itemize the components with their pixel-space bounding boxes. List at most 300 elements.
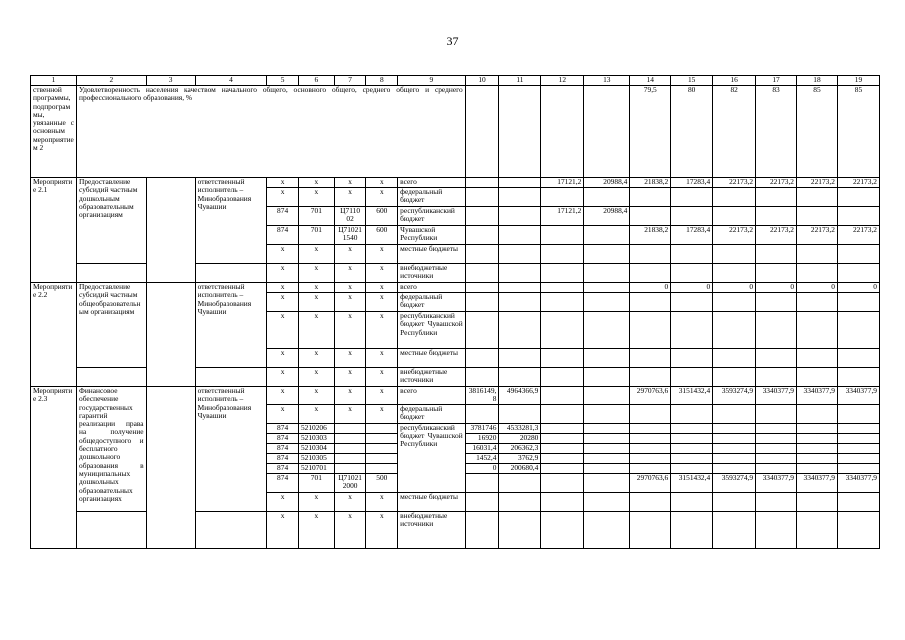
header-col-18: 18	[797, 76, 838, 86]
cell-col-5: х	[267, 312, 299, 349]
cell-col-7: х	[334, 245, 366, 264]
indicator-label: ственной программы, подпрограммы, увязанные с основным мероприятием 2	[31, 86, 77, 178]
cell-col-17	[756, 207, 797, 226]
cell-col-14	[630, 453, 671, 463]
cell-col-5: х	[267, 264, 299, 283]
cell-col-14	[630, 368, 671, 387]
cell-col-18	[797, 433, 838, 443]
funding-source: республиканский бюджет Чувашской Республики	[398, 312, 466, 349]
cell-col-13	[584, 443, 630, 453]
cell-col-16	[713, 511, 756, 548]
cell-col-12	[541, 226, 584, 245]
cell-col-13	[584, 264, 630, 283]
cell-col-11	[499, 492, 541, 511]
cell-col-14: 2970763,6	[630, 387, 671, 405]
cell-col-19	[837, 349, 879, 368]
cell-col-11	[499, 349, 541, 368]
cell-col-13	[584, 188, 630, 207]
funding-source: местные бюджеты	[398, 492, 466, 511]
cell-col-5: 874	[267, 423, 299, 433]
cell-col-10	[465, 283, 499, 293]
cell-col-8	[366, 463, 398, 473]
cell-col-7: х	[334, 283, 366, 293]
cell-col-14	[630, 492, 671, 511]
header-col-15: 15	[671, 76, 713, 86]
cell-col-12	[541, 368, 584, 387]
cell-col-16	[713, 207, 756, 226]
indicator-value-19: 85	[837, 86, 879, 178]
cell-col-8: 500	[366, 473, 398, 492]
cell-col-8: х	[366, 511, 398, 548]
cell-col-13	[584, 86, 630, 178]
cell-col-7: х	[334, 368, 366, 387]
cell-col-19: 3340377,9	[837, 387, 879, 405]
cell-col-17	[756, 463, 797, 473]
cell-col-7: х	[334, 293, 366, 312]
cell-col-17	[756, 443, 797, 453]
cell-col-19	[837, 368, 879, 387]
cell-col-19	[837, 404, 879, 423]
cell-col-5: х	[267, 178, 299, 188]
cell-col-10	[465, 264, 499, 283]
cell-col-6: х	[298, 264, 334, 283]
cell-col-5: х	[267, 368, 299, 387]
cell-col-10: 16031,4	[465, 443, 499, 453]
cell-col-13	[584, 404, 630, 423]
cell-col-16: 22173,2	[713, 226, 756, 245]
cell-col-10	[465, 368, 499, 387]
cell-col-12	[541, 312, 584, 349]
funding-source: республиканский бюджет Чувашской Республики	[398, 423, 466, 492]
cell-col-6: 701	[298, 226, 334, 245]
header-col-17: 17	[756, 76, 797, 86]
cell-col-7: х	[334, 492, 366, 511]
cell-col-8: 600	[366, 226, 398, 245]
cell-col-14: 0	[630, 283, 671, 293]
cell-col-12	[541, 473, 584, 492]
cell-col-17: 0	[756, 283, 797, 293]
cell-col-16	[713, 264, 756, 283]
cell-col-8	[366, 433, 398, 443]
cell-col-11	[499, 473, 541, 492]
cell-col-12	[541, 511, 584, 548]
measure-title: Финансовое обеспечение государственных гарантий реализации права на получение общедоступного и бесплатного дошкольного образования в муниципальных дошкольных образовательных организациях	[77, 387, 147, 512]
funding-source: местные бюджеты	[398, 349, 466, 368]
cell-col-7	[334, 453, 366, 463]
cell-col-11	[499, 188, 541, 207]
header-col-4: 4	[195, 76, 267, 86]
cell-col-7	[334, 463, 366, 473]
cell-col-12	[541, 463, 584, 473]
cell-col-13	[584, 293, 630, 312]
cell-col-10	[465, 349, 499, 368]
cell-col-13	[584, 423, 630, 433]
cell-col-16	[713, 453, 756, 463]
cell-col-12	[541, 443, 584, 453]
cell-col-17	[756, 245, 797, 264]
cell-col-7	[334, 433, 366, 443]
header-col-10: 10	[465, 76, 499, 86]
funding-source: внебюджетные источники	[398, 264, 466, 283]
cell-col-12	[541, 492, 584, 511]
cell-col-18	[797, 312, 838, 349]
cell-col-7: Ц7110 02	[334, 207, 366, 226]
cell-col-10	[465, 226, 499, 245]
cell-col-5: х	[267, 349, 299, 368]
cell-col-10	[465, 293, 499, 312]
cell-col-14	[630, 245, 671, 264]
cell-col-16	[713, 492, 756, 511]
cell-col-16	[713, 293, 756, 312]
cell-col-16	[713, 443, 756, 453]
cell-col-19	[837, 463, 879, 473]
cell-col-7: х	[334, 312, 366, 349]
cell-col-11: 20280	[499, 433, 541, 443]
cell-col-12	[541, 349, 584, 368]
page-number: 37	[446, 34, 459, 48]
cell-col-18	[797, 423, 838, 433]
cell-col-16	[713, 404, 756, 423]
cell-col-6: х	[298, 387, 334, 405]
cell-col-14: 21838,2	[630, 226, 671, 245]
cell-col-15	[671, 453, 713, 463]
cell-col-17	[756, 312, 797, 349]
measure-executor: ответственный исполнитель – Минобразования Чувашии	[195, 178, 267, 264]
cell-col-5: х	[267, 511, 299, 548]
header-col-2: 2	[77, 76, 147, 86]
cell-col-15	[671, 207, 713, 226]
cell-col-11	[499, 312, 541, 349]
cell-col-15: 0	[671, 283, 713, 293]
header-col-16: 16	[713, 76, 756, 86]
cell-col-19	[837, 245, 879, 264]
indicator-value-17: 83	[756, 86, 797, 178]
cell-col-10: 0	[465, 463, 499, 473]
cell-col-5: х	[267, 492, 299, 511]
cell-col-12	[541, 188, 584, 207]
cell-col-19	[837, 264, 879, 283]
cell-col-6: х	[298, 293, 334, 312]
cell-col-8: х	[366, 293, 398, 312]
cell-col-10	[465, 188, 499, 207]
cell-col-15	[671, 349, 713, 368]
cell-col-11	[499, 226, 541, 245]
cell-col-19	[837, 188, 879, 207]
cell-col-5: х	[267, 245, 299, 264]
cell-col-15	[671, 264, 713, 283]
cell-col-14	[630, 188, 671, 207]
cell-col-7: х	[334, 387, 366, 405]
cell-col-11	[499, 368, 541, 387]
cell-col-11	[499, 404, 541, 423]
header-col-7: 7	[334, 76, 366, 86]
header-col-13: 13	[584, 76, 630, 86]
indicator-row	[31, 86, 880, 178]
cell-col-11	[499, 86, 541, 178]
cell-col-19	[837, 207, 879, 226]
cell-col-5: х	[267, 387, 299, 405]
cell-col-18	[797, 368, 838, 387]
cell-col-5: 874	[267, 226, 299, 245]
cell-col-19: 22173,2	[837, 178, 879, 188]
cell-col-8: 600	[366, 207, 398, 226]
cell-col-6: 701	[298, 473, 334, 492]
header-col-11: 11	[499, 76, 541, 86]
cell-col-14	[630, 463, 671, 473]
cell-col-13	[584, 473, 630, 492]
cell-col-13	[584, 283, 630, 293]
cell-col-18	[797, 188, 838, 207]
cell-col-7	[334, 443, 366, 453]
measure-name: Мероприятие 2.3	[31, 387, 77, 549]
cell-col-18: 22173,2	[797, 178, 838, 188]
cell-col-18	[797, 349, 838, 368]
funding-source: всего	[398, 387, 466, 405]
cell-col-16	[713, 349, 756, 368]
cell-col-5: 874	[267, 473, 299, 492]
cell-col-10: 16920	[465, 433, 499, 443]
cell-col-13: 20988,4	[584, 207, 630, 226]
cell-col-11	[499, 264, 541, 283]
cell-col-6: 5210206	[298, 423, 334, 433]
cell-col-13	[584, 226, 630, 245]
cell-col-16	[713, 312, 756, 349]
cell-col-6: х	[298, 404, 334, 423]
cell-col-16: 0	[713, 283, 756, 293]
cell-col-18	[797, 511, 838, 548]
cell-col-17	[756, 368, 797, 387]
cell-col-6: х	[298, 368, 334, 387]
cell-col-12	[541, 86, 584, 178]
cell-col-13	[584, 463, 630, 473]
cell-col-13	[584, 433, 630, 443]
cell-col-15	[671, 312, 713, 349]
cell-col-17	[756, 433, 797, 443]
cell-col-13	[584, 453, 630, 463]
cell-col-6: х	[298, 312, 334, 349]
cell-col-14	[630, 207, 671, 226]
m22-row	[31, 283, 880, 293]
cell-col-10: 3781746	[465, 423, 499, 433]
cell-col-13	[584, 492, 630, 511]
cell-col-19	[837, 492, 879, 511]
cell-col-15: 17283,4	[671, 226, 713, 245]
cell-col-13	[584, 245, 630, 264]
header-col-6: 6	[298, 76, 334, 86]
cell-col-7: Ц71021 2000	[334, 473, 366, 492]
cell-col-17	[756, 349, 797, 368]
cell-col-19	[837, 423, 879, 433]
cell-col-16: 22173,2	[713, 178, 756, 188]
cell-col-10	[465, 404, 499, 423]
cell-col-10: 1452,4	[465, 453, 499, 463]
empty-col-4	[195, 264, 267, 283]
funding-source: местные бюджеты	[398, 245, 466, 264]
cell-col-8: х	[366, 283, 398, 293]
cell-col-8	[366, 423, 398, 433]
cell-col-12	[541, 423, 584, 433]
empty-col-2	[77, 264, 147, 283]
measure-name: Мероприятие 2.2	[31, 283, 77, 387]
cell-col-6: х	[298, 511, 334, 548]
cell-col-13	[584, 511, 630, 548]
header-col-14: 14	[630, 76, 671, 86]
cell-col-13: 20988,4	[584, 178, 630, 188]
cell-col-12	[541, 283, 584, 293]
cell-col-19	[837, 293, 879, 312]
cell-col-18	[797, 264, 838, 283]
cell-col-14	[630, 511, 671, 548]
measure-title: Предоставление субсидий частным общеобразовательным организациям	[77, 283, 147, 368]
cell-col-10	[465, 492, 499, 511]
cell-col-18	[797, 245, 838, 264]
cell-col-14	[630, 404, 671, 423]
cell-col-8: х	[366, 368, 398, 387]
indicator-text: Удовлетворенность населения качеством начального общего, основного общего, среднего общего и среднего профессионального образования, %	[77, 86, 466, 178]
cell-col-15	[671, 293, 713, 312]
cell-col-6: 5210303	[298, 433, 334, 443]
measure-executor: ответственный исполнитель – Минобразования Чувашии	[195, 283, 267, 368]
cell-col-12: 17121,2	[541, 207, 584, 226]
cell-col-13	[584, 349, 630, 368]
measure-name: Мероприятие 2.1	[31, 178, 77, 283]
cell-col-15	[671, 443, 713, 453]
empty-col-3	[146, 283, 195, 387]
cell-col-11: 4964366,9	[499, 387, 541, 405]
cell-col-5: 874	[267, 207, 299, 226]
cell-col-19	[837, 453, 879, 463]
cell-col-15	[671, 492, 713, 511]
measure-title: Предоставление субсидий частным дошкольным образовательным организациям	[77, 178, 147, 264]
cell-col-15: 3151432,4	[671, 387, 713, 405]
cell-col-7: х	[334, 264, 366, 283]
header-col-19: 19	[837, 76, 879, 86]
header-col-8: 8	[366, 76, 398, 86]
cell-col-18	[797, 453, 838, 463]
cell-col-11: 4533281,3	[499, 423, 541, 433]
cell-col-19	[837, 433, 879, 443]
cell-col-16	[713, 463, 756, 473]
empty-col-3	[146, 178, 195, 283]
cell-col-18	[797, 404, 838, 423]
cell-col-14	[630, 423, 671, 433]
cell-col-16: 3593274,9	[713, 387, 756, 405]
cell-col-8: х	[366, 387, 398, 405]
cell-col-5: 874	[267, 433, 299, 443]
cell-col-17	[756, 293, 797, 312]
cell-col-11: 206362,3	[499, 443, 541, 453]
cell-col-15	[671, 511, 713, 548]
cell-col-14: 2970763,6	[630, 473, 671, 492]
cell-col-10	[465, 473, 499, 492]
cell-col-15	[671, 245, 713, 264]
cell-col-8: х	[366, 178, 398, 188]
cell-col-18: 22173,2	[797, 226, 838, 245]
cell-col-18: 0	[797, 283, 838, 293]
cell-col-11	[499, 511, 541, 548]
cell-col-6: 5210304	[298, 443, 334, 453]
cell-col-10: 3816149,8	[465, 387, 499, 405]
cell-col-16	[713, 188, 756, 207]
cell-col-7: х	[334, 511, 366, 548]
cell-col-6: х	[298, 245, 334, 264]
cell-col-19	[837, 443, 879, 453]
cell-col-7: х	[334, 178, 366, 188]
cell-col-18: 3340377,9	[797, 473, 838, 492]
cell-col-17	[756, 492, 797, 511]
cell-col-10	[465, 312, 499, 349]
cell-col-8: х	[366, 188, 398, 207]
cell-col-19: 22173,2	[837, 226, 879, 245]
cell-col-18: 3340377,9	[797, 387, 838, 405]
cell-col-15: 17283,4	[671, 178, 713, 188]
empty-col-2	[77, 368, 147, 387]
funding-source: республиканский бюджет	[398, 207, 466, 226]
m23-row	[31, 387, 880, 405]
cell-col-6: х	[298, 188, 334, 207]
cell-col-19: 0	[837, 283, 879, 293]
cell-col-17: 22173,2	[756, 226, 797, 245]
cell-col-14	[630, 293, 671, 312]
cell-col-8: х	[366, 492, 398, 511]
cell-col-5: х	[267, 404, 299, 423]
cell-col-6: 701	[298, 207, 334, 226]
cell-col-18	[797, 492, 838, 511]
cell-col-10	[465, 207, 499, 226]
cell-col-19: 3340377,9	[837, 473, 879, 492]
indicator-value-18: 85	[797, 86, 838, 178]
cell-col-11	[499, 207, 541, 226]
cell-col-18	[797, 463, 838, 473]
cell-col-12	[541, 453, 584, 463]
budget-table	[30, 75, 880, 549]
cell-col-11	[499, 245, 541, 264]
cell-col-11: 200680,4	[499, 463, 541, 473]
cell-col-15	[671, 463, 713, 473]
header-col-5: 5	[267, 76, 299, 86]
funding-source: федеральный бюджет	[398, 188, 466, 207]
cell-col-16	[713, 433, 756, 443]
cell-col-15	[671, 433, 713, 443]
cell-col-12	[541, 404, 584, 423]
cell-col-7: х	[334, 188, 366, 207]
cell-col-6: 5210701	[298, 463, 334, 473]
cell-col-8: х	[366, 312, 398, 349]
measure-executor: ответственный исполнитель – Минобразования Чувашии	[195, 387, 267, 512]
empty-col-4	[195, 511, 267, 548]
cell-col-5: х	[267, 188, 299, 207]
cell-col-12	[541, 433, 584, 443]
cell-col-7	[334, 423, 366, 433]
cell-col-11	[499, 178, 541, 188]
funding-source: всего	[398, 283, 466, 293]
cell-col-16	[713, 423, 756, 433]
cell-col-12	[541, 387, 584, 405]
funding-source: федеральный бюджет	[398, 404, 466, 423]
cell-col-5: 874	[267, 453, 299, 463]
cell-col-15	[671, 368, 713, 387]
cell-col-10	[465, 511, 499, 548]
cell-col-19	[837, 511, 879, 548]
cell-col-10	[465, 245, 499, 264]
cell-col-18	[797, 443, 838, 453]
cell-col-17	[756, 404, 797, 423]
cell-col-7: Ц71021 1540	[334, 226, 366, 245]
header-col-3: 3	[146, 76, 195, 86]
cell-col-17	[756, 264, 797, 283]
cell-col-15	[671, 423, 713, 433]
empty-col-2	[77, 511, 147, 548]
